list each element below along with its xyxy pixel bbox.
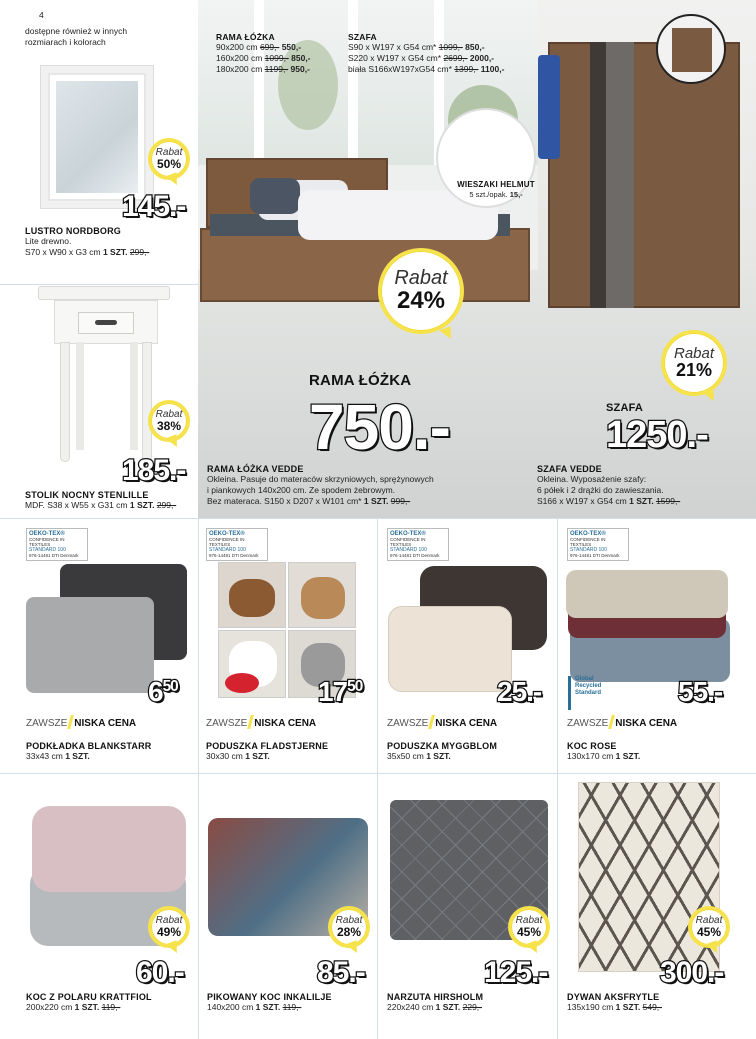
- price: 85.-: [317, 956, 365, 989]
- product-name: STOLIK NOCNY STENLILLE: [25, 490, 149, 500]
- always-low-price-label: ZAWSZE NISKA CENA: [26, 715, 136, 729]
- product-name: NARZUTA HIRSHOLM: [387, 992, 484, 1002]
- discount-badge: Rabat 49%: [148, 906, 190, 948]
- price: $17^{50}$: [318, 676, 363, 707]
- oeko-tex-label: OEKO-TEX® CONFIDENCE IN TEXTILES STANDARD 100 976-14481 DTI Denmark: [26, 528, 88, 561]
- discount-badge: Rabat 45%: [688, 906, 730, 948]
- product-info: STOLIK NOCNY STENLILLE MDF. S38 x W55 x G31 cm 1 SZT. 299,-: [25, 490, 177, 510]
- divider: [557, 518, 558, 1039]
- recycled-standard-logo: Global Recycled Standard: [568, 676, 620, 710]
- divider: [377, 518, 378, 1039]
- discount-badge: Rabat 38%: [148, 400, 190, 442]
- product-name: PODUSZKA FLADSTJERNE: [206, 741, 329, 751]
- price: 300.-: [660, 956, 724, 989]
- product-name: DYWAN AKSFRYTLE: [567, 992, 660, 1002]
- wardrobe-sizes-list: SZAFA S90 x W197 x G54 cm* 1099,- 850,- S220 x W197 x G54 cm* 2699,- 2000,- biała S166xW197xG54 cm* 1399,- 1100,-: [348, 32, 505, 74]
- discount-badge: Rabat 50%: [148, 138, 190, 180]
- product-info: PIKOWANY KOC INKALILJE 140x200 cm 1 SZT. 119,-: [207, 992, 332, 1012]
- product-info: DYWAN AKSFRYTLE 135x190 cm 1 SZT. 549,-: [567, 992, 662, 1012]
- fleece-blanket-image: [32, 806, 186, 892]
- product-info: LUSTRO NORDBORG Lite drewno. S70 x W90 x G3 cm 1 SZT. 299,-: [25, 226, 150, 257]
- oeko-tex-label: OEKO-TEX® CONFIDENCE IN TEXTILES STANDARD 100 976-14481 DTI Denmark: [567, 528, 629, 561]
- discount-badge: Rabat 28%: [328, 906, 370, 948]
- always-low-price-label: ZAWSZE NISKA CENA: [567, 715, 677, 729]
- intro-note: dostępne również w innych rozmiarach i kolorach: [25, 26, 128, 47]
- wardrobe-label: SZAFA: [606, 402, 644, 414]
- price: 125.-: [484, 956, 548, 989]
- discount-badge: Rabat 24%: [378, 248, 464, 334]
- product-name: PODUSZKA MYGGBLOM: [387, 741, 498, 751]
- placemat-image: [26, 597, 154, 693]
- bed-sizes-list: RAMA ŁÓŻKA 90x200 cm 699,- 550,- 160x200 cm 1099,- 850,- 180x200 cm 1199,- 950,-: [216, 32, 311, 74]
- product-info: KOC Z POLARU KRATTFIOL 200x220 cm 1 SZT. 119,-: [26, 992, 152, 1012]
- price: 60.-: [136, 956, 184, 989]
- product-info: PODUSZKA MYGGBLOM 35x50 cm 1 SZT.: [387, 741, 498, 761]
- discount-badge: Rabat 45%: [508, 906, 550, 948]
- product-name: KOC Z POLARU KRATTFIOL: [26, 992, 152, 1002]
- product-info: SZAFA VEDDE Okleina. Wyposażenie szafy: 6 półek i 2 drążki do zawieszania. S166 x W197 x G54 cm 1 SZT. 1599,-: [537, 464, 681, 506]
- product-name: KOC ROSE: [567, 741, 617, 751]
- page-number: 4: [39, 10, 44, 20]
- product-info: KOC ROSE 130x170 cm 1 SZT.: [567, 741, 641, 761]
- product-info: NARZUTA HIRSHOLM 220x240 cm 1 SZT. 229,-: [387, 992, 484, 1012]
- price: $6^{50}$: [148, 676, 178, 707]
- product-info: RAMA ŁÓŻKA VEDDE Okleina. Pasuje do materaców skrzyniowych, sprężynowych i piankowych 140x200 cm. Ze spodem żebrowym. Bez materaca. S150 x D207 x W101 cm* 1 SZT. 999,-: [207, 464, 434, 506]
- price: 145.-: [122, 190, 186, 223]
- mirror-image: [41, 66, 153, 208]
- throw-image: [566, 570, 728, 618]
- bed-price: 750.-: [309, 391, 450, 463]
- nightstand-image: [38, 284, 173, 464]
- pillow-image: [388, 606, 512, 692]
- divider: [0, 773, 756, 774]
- product-name: RAMA ŁÓŻKA VEDDE: [207, 464, 304, 474]
- price: 25.-: [497, 676, 542, 707]
- product-name: SZAFA VEDDE: [537, 464, 602, 474]
- always-low-price-label: ZAWSZE NISKA CENA: [387, 715, 497, 729]
- oeko-tex-label: OEKO-TEX® CONFIDENCE IN TEXTILES STANDARD 100 976-14481 DTI Denmark: [206, 528, 268, 561]
- discount-badge: Rabat 21%: [661, 330, 727, 396]
- oeko-tex-label: OEKO-TEX® CONFIDENCE IN TEXTILES STANDARD 100 976-14481 DTI Denmark: [387, 528, 449, 561]
- bed-label: RAMA ŁÓŻKA: [309, 372, 412, 389]
- price: 55.-: [678, 676, 723, 707]
- always-low-price-label: ZAWSZE NISKA CENA: [206, 715, 316, 729]
- wardrobe-price: 1250.-: [606, 414, 708, 456]
- product-info: PODUSZKA FLADSTJERNE 30x30 cm 1 SZT.: [206, 741, 329, 761]
- divider: [0, 518, 756, 519]
- product-info: PODKŁADKA BLANKSTARR 33x43 cm 1 SZT.: [26, 741, 152, 761]
- price: 185.-: [122, 454, 186, 487]
- hangers-info: WIESZAKI HELMUT 5 szt./opak. 15,-: [457, 180, 535, 199]
- product-name: PIKOWANY KOC INKALILJE: [207, 992, 332, 1002]
- product-name: LUSTRO NORDBORG: [25, 226, 121, 236]
- product-name: PODKŁADKA BLANKSTARR: [26, 741, 152, 751]
